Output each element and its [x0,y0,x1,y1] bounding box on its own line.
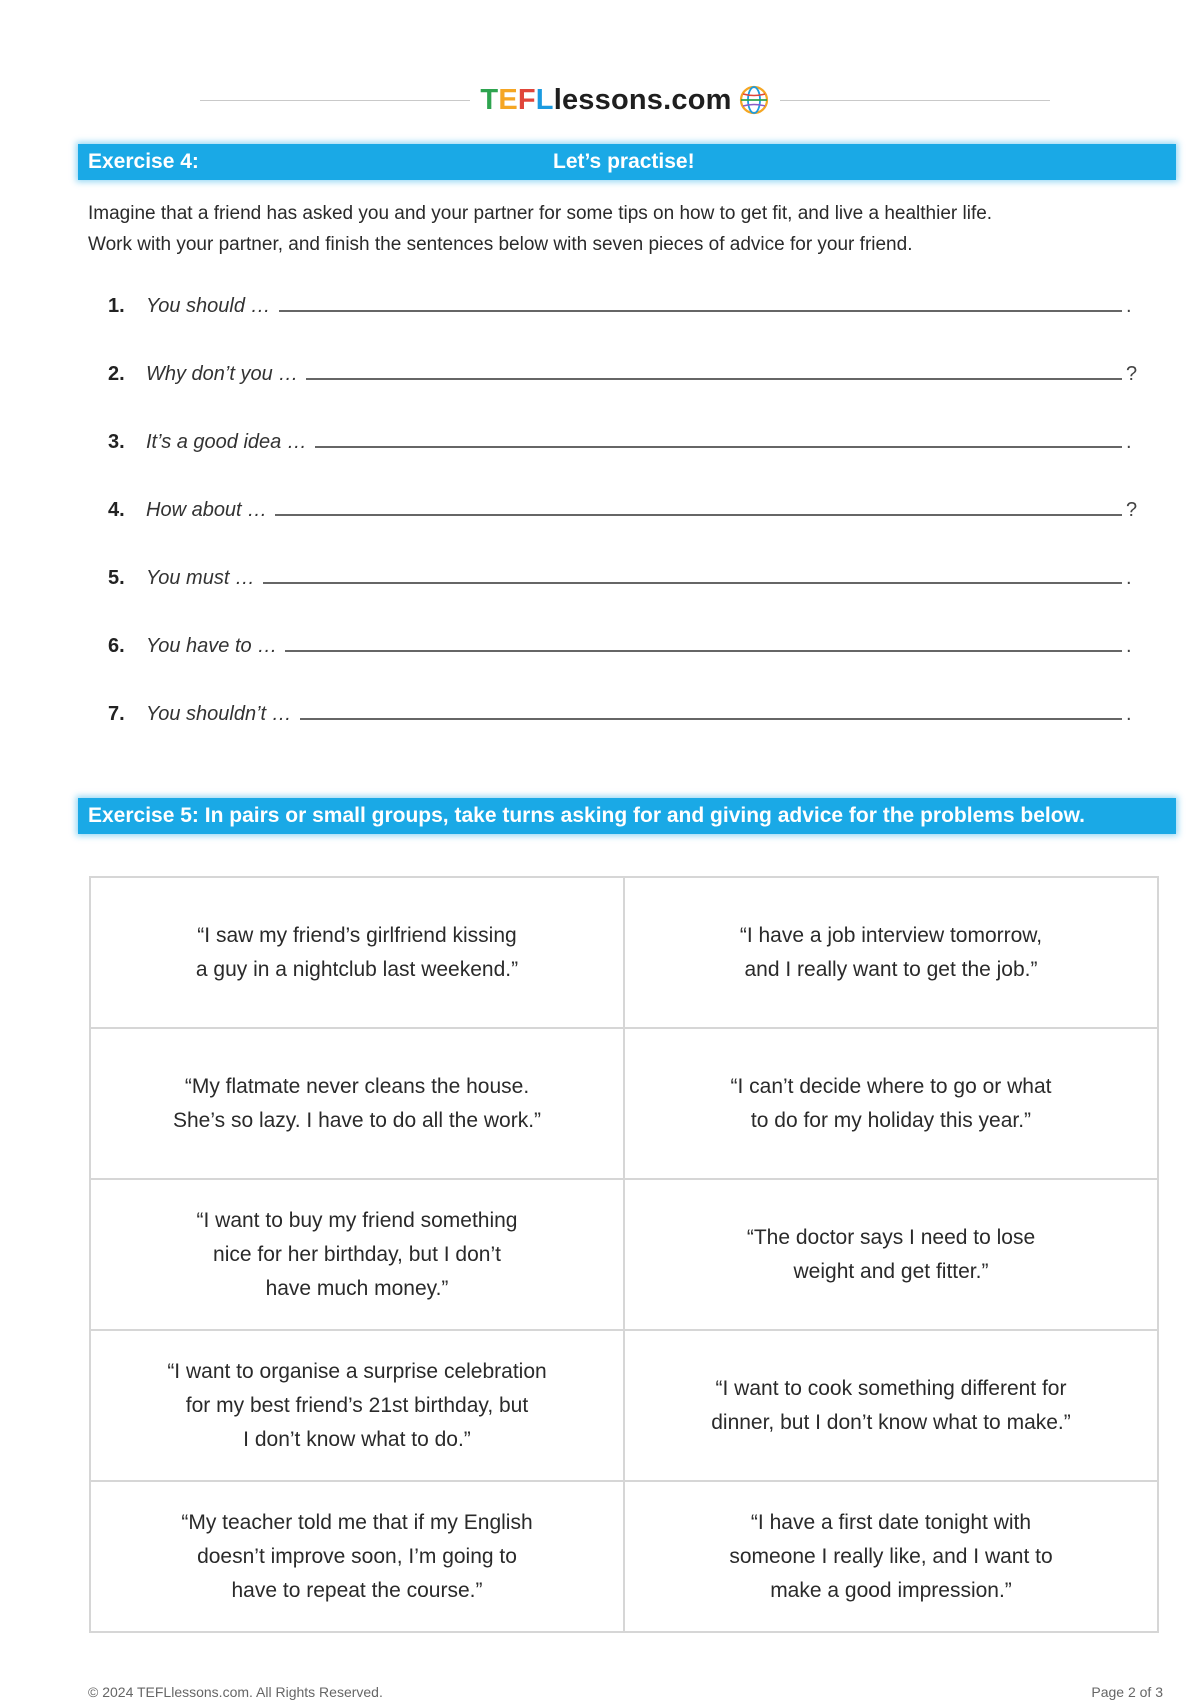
problem-card: “I have a first date tonight with someone I really like, and I want to make a good impression.” [624,1481,1158,1632]
exercise-4-banner [78,144,1176,180]
sentence-end: ? [1126,499,1138,521]
answer-line[interactable] [306,360,1122,380]
table-row [90,1481,1158,1632]
answer-line[interactable] [315,428,1122,448]
sentence-stem: It’s a good idea … [146,431,307,453]
sentence-stem: You shouldn’t … [146,703,292,725]
item-number: 6. [108,635,125,657]
problem-card: “I can’t decide where to go or what to do for my holiday this year.” [624,1028,1158,1179]
exercise-4-title: Let’s practise! [553,150,695,173]
table-row [90,1028,1158,1179]
header-rule-left [200,100,470,101]
answer-line[interactable] [275,496,1122,516]
sentence-stem: Why don’t you … [146,363,299,385]
item-number: 3. [108,431,125,453]
header-rule-right [780,100,1050,101]
item-number: 7. [108,703,125,725]
logo-letter-l: L [535,83,554,116]
answer-line[interactable] [263,564,1122,584]
list-item [108,360,1138,428]
sentence-end: . [1126,295,1132,317]
problem-card: “I saw my friend’s girlfriend kissing a guy in a nightclub last weekend.” [90,877,624,1028]
sentence-end: . [1126,703,1132,725]
list-item [108,632,1138,700]
globe-icon [738,84,770,116]
list-item [108,428,1138,496]
answer-line[interactable] [285,632,1122,652]
exercise-4-instructions [88,198,1178,260]
sentence-end: . [1126,431,1132,453]
problem-card: “My flatmate never cleans the house. She’s so lazy. I have to do all the work.” [90,1028,624,1179]
sentence-end: ? [1126,363,1138,385]
exercise-5-banner [78,798,1176,834]
sentence-end: . [1126,567,1132,589]
problem-card: “I want to organise a surprise celebration for my best friend’s 21st birthday, but I don’t know what to do.” [90,1330,624,1481]
item-number: 5. [108,567,125,589]
list-item [108,564,1138,632]
instruction-line: Imagine that a friend has asked you and your partner for some tips on how to get fit, and live a healthier life. [88,203,993,224]
logo-text: lessons.com [553,83,732,116]
table-row [90,1330,1158,1481]
exercise-5-title: Exercise 5: In pairs or small groups, take turns asking for and giving advice for the problems below. [88,804,1085,827]
advice-sentence-list [108,292,1138,768]
sentence-stem: You have to … [146,635,278,657]
logo-letter-t: T [480,83,499,116]
problem-card: “I want to buy my friend something nice for her birthday, but I don’t have much money.” [90,1179,624,1330]
logo-letter-f: F [517,83,536,116]
table-row [90,1179,1158,1330]
problem-card: “I want to cook something different for dinner, but I don’t know what to make.” [624,1330,1158,1481]
table-row [90,877,1158,1028]
page-number: Page 2 of 3 [1091,1684,1163,1700]
item-number: 2. [108,363,125,385]
sentence-stem: How about … [146,499,268,521]
list-item [108,292,1138,360]
page-header [200,78,1050,122]
instruction-line: Work with your partner, and finish the sentences below with seven pieces of advice for your friend. [88,234,913,255]
list-item [108,496,1138,564]
item-number: 4. [108,499,125,521]
copyright-text: © 2024 TEFLlessons.com. All Rights Reserved. [88,1684,383,1700]
list-item [108,700,1138,768]
item-number: 1. [108,295,125,317]
problem-card: “I have a job interview tomorrow, and I really want to get the job.” [624,877,1158,1028]
logo-letter-e: E [498,83,518,116]
problem-card: “The doctor says I need to lose weight and get fitter.” [624,1179,1158,1330]
answer-line[interactable] [279,292,1122,312]
answer-line[interactable] [300,700,1122,720]
sentence-stem: You must … [146,567,255,589]
site-logo [480,84,769,117]
sentence-end: . [1126,635,1132,657]
problem-cards-table [89,876,1159,1633]
problem-card: “My teacher told me that if my English doesn’t improve soon, I’m going to have to repeat the course.” [90,1481,624,1632]
sentence-stem: You should … [146,295,271,317]
exercise-4-label: Exercise 4: [88,150,199,173]
